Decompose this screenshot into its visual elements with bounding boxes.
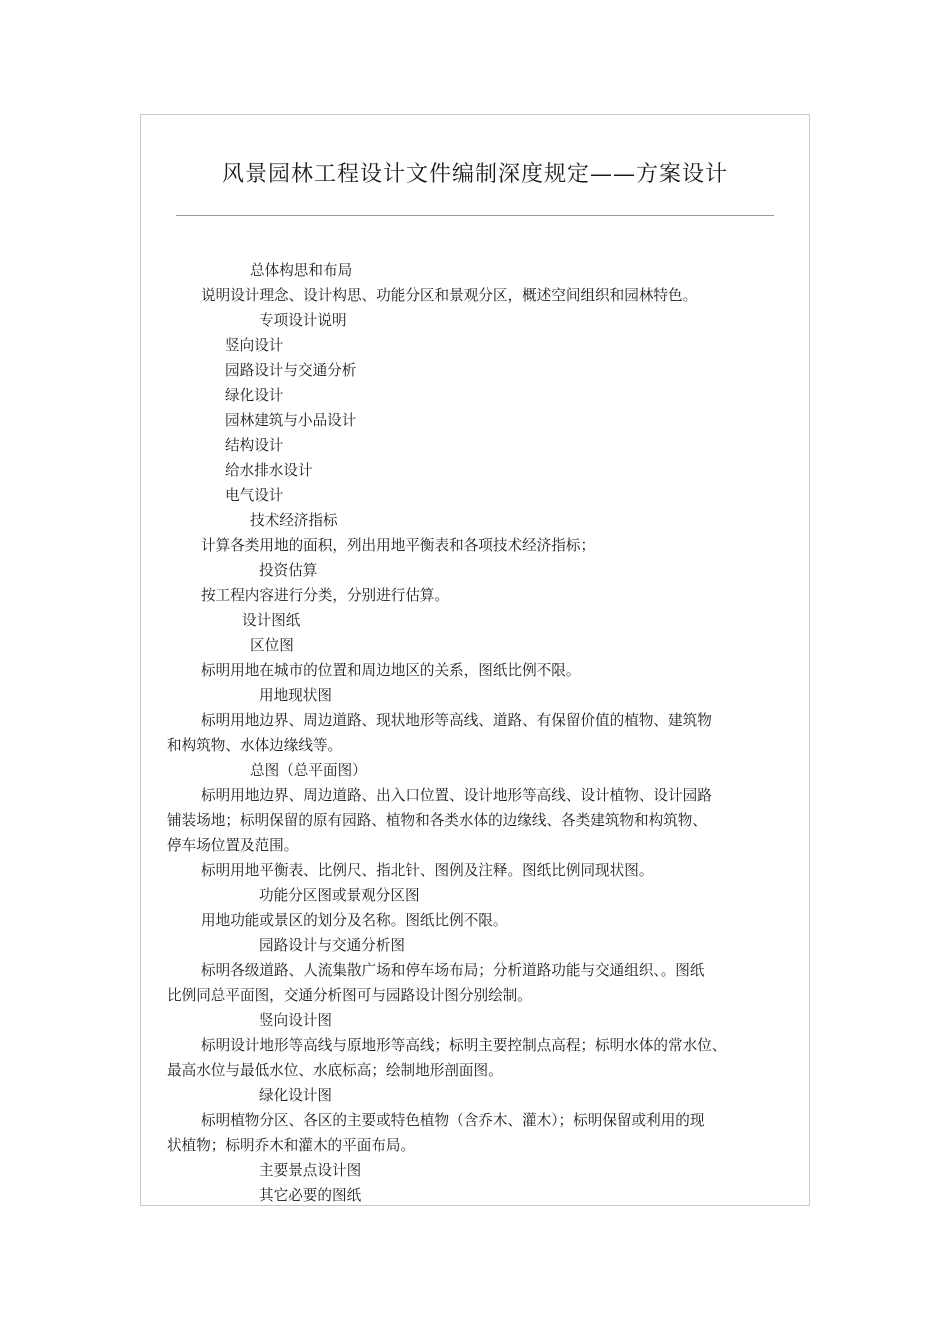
paragraph-line: 最高水位与最低水位、水底标高；绘制地形剖面图。 [167, 1062, 503, 1079]
heading-other-drawings: 其它必要的图纸 [259, 1187, 362, 1204]
paragraph-line: 标明设计地形等高线与原地形等高线；标明主要控制点高程；标明水体的常水位、 [201, 1037, 727, 1054]
paragraph-line: 标明用地平衡表、比例尺、指北针、图例及注释。图纸比例同现状图。 [201, 862, 654, 879]
list-item: 给水排水设计 [225, 462, 313, 479]
heading-road-traffic-map: 园路设计与交通分析图 [259, 937, 405, 954]
paragraph-line: 标明各级道路、人流集散广场和停车场布局；分析道路功能与交通组织、。图纸 [201, 962, 705, 979]
heading-estimate: 投资估算 [259, 562, 318, 579]
heading-master-plan: 总图（总平面图） [250, 762, 367, 779]
list-item: 绿化设计 [225, 387, 284, 404]
heading-site-status-map: 用地现状图 [259, 687, 332, 704]
page-title: 风景园林工程设计文件编制深度规定——方案设计 [221, 162, 728, 187]
paragraph-line: 标明用地边界、周边道路、现状地形等高线、道路、有保留价值的植物、建筑物 [201, 712, 712, 729]
heading-overall-concept: 总体构思和布局 [250, 262, 353, 279]
paragraph-line: 用地功能或景区的划分及名称。图纸比例不限。 [201, 912, 508, 929]
paragraph-line: 说明设计理念、设计构思、功能分区和景观分区，概述空间组织和园林特色。 [201, 287, 698, 304]
paragraph-line: 铺装场地；标明保留的原有园路、植物和各类水体的边缘线、各类建筑物和构筑物、 [167, 812, 707, 829]
heading-grading-map: 竖向设计图 [259, 1012, 332, 1029]
heading-tech-econ: 技术经济指标 [250, 512, 338, 529]
heading-key-scenic-spots: 主要景点设计图 [259, 1162, 362, 1179]
list-item: 园路设计与交通分析 [225, 362, 357, 379]
paragraph-line: 停车场位置及范围。 [167, 837, 299, 854]
list-item: 电气设计 [225, 487, 284, 504]
paragraph-line: 比例同总平面图，交通分析图可与园路设计图分别绘制。 [167, 987, 532, 1004]
heading-drawings: 设计图纸 [242, 612, 301, 629]
paragraph-line: 标明用地在城市的位置和周边地区的关系，图纸比例不限。 [201, 662, 581, 679]
paragraph-line: 按工程内容进行分类，分别进行估算。 [201, 587, 450, 604]
list-item: 竖向设计 [225, 337, 284, 354]
heading-zoning-map: 功能分区图或景观分区图 [259, 887, 420, 904]
list-item: 园林建筑与小品设计 [225, 412, 357, 429]
heading-special-design: 专项设计说明 [259, 312, 347, 329]
title-divider [176, 215, 774, 216]
paragraph-line: 标明用地边界、周边道路、出入口位置、设计地形等高线、设计植物、设计园路 [201, 787, 712, 804]
paragraph-line: 计算各类用地的面积，列出用地平衡表和各项技术经济指标； [201, 537, 596, 554]
heading-planting-map: 绿化设计图 [259, 1087, 332, 1104]
heading-location-map: 区位图 [250, 637, 294, 654]
paragraph-line: 标明植物分区、各区的主要或特色植物（含乔木、灌木）；标明保留或利用的现 [201, 1112, 705, 1129]
paragraph-line: 状植物；标明乔木和灌木的平面布局。 [167, 1137, 416, 1154]
paragraph-line: 和构筑物、水体边缘线等。 [167, 737, 343, 754]
list-item: 结构设计 [225, 437, 284, 454]
